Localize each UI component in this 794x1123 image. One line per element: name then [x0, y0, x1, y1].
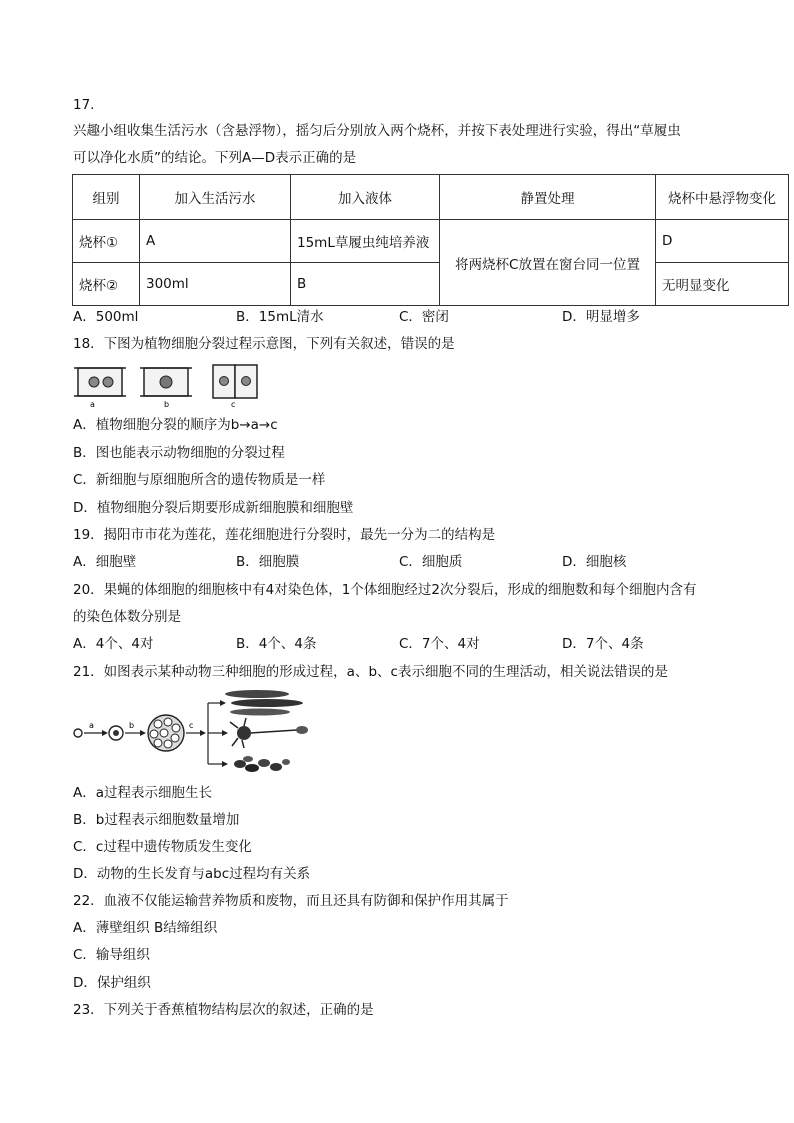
option-d[interactable]: D．细胞核 [562, 554, 627, 570]
q18-option-a[interactable]: A．植物细胞分裂的顺序为b→a→c [73, 417, 278, 433]
q17-stem-line1: 兴趣小组收集生活污水（含悬浮物），摇匀后分别放入两个烧杯，并按下表处理进行实验，得出“草履虫 [73, 123, 681, 139]
q21-option-b[interactable]: B．b过程表示细胞数量增加 [73, 812, 240, 828]
table-row [73, 220, 789, 263]
table-header: 加入生活污水 [140, 175, 291, 220]
q20-stem-line1: 20．果蝇的体细胞的细胞核中有4对染色体，1个体细胞经过2次分裂后，形成的细胞数和每个细胞内含有 [73, 582, 697, 598]
fig-label-b: b [129, 721, 135, 730]
cell-differentiation-figure [72, 686, 312, 778]
fig-label-b: b [164, 400, 170, 409]
option-b[interactable]: B．4个、4条 [236, 636, 317, 652]
option-a[interactable]: A．4个、4对 [73, 636, 154, 652]
table-header: 烧杯中悬浮物变化 [656, 175, 789, 220]
fig-label-c: c [231, 400, 236, 409]
table-cell: 将两烧杯C放置在窗台同一位置 [440, 220, 656, 306]
cell-b-diagram [140, 368, 192, 396]
q22-option-d[interactable]: D．保护组织 [73, 975, 151, 991]
table-header: 组别 [73, 175, 140, 220]
table-cell: 烧杯② [73, 263, 140, 306]
q21-option-c[interactable]: C．c过程中遗传物质发生变化 [73, 839, 252, 855]
option-d[interactable]: D．7个、4条 [562, 636, 644, 652]
cell-mass-icon [148, 715, 184, 751]
q18-option-d[interactable]: D．植物细胞分裂后期要形成新细胞膜和细胞壁 [73, 500, 354, 516]
option-c[interactable]: C．7个、4对 [399, 636, 480, 652]
q21-option-a[interactable]: A．a过程表示细胞生长 [73, 785, 213, 801]
table-cell: A [140, 220, 291, 263]
fig-label-c: c [189, 721, 194, 730]
table-cell: 15mL草履虫纯培养液 [291, 220, 440, 263]
option-b[interactable]: B．15mL清水 [236, 309, 324, 325]
table-cell: 烧杯① [73, 220, 140, 263]
blood-cells-icon [234, 756, 290, 772]
nerve-cell-icon [230, 718, 308, 748]
muscle-cells-icon [225, 690, 303, 716]
option-b[interactable]: B．细胞膜 [236, 554, 300, 570]
q18-option-b[interactable]: B．图也能表示动物细胞的分裂过程 [73, 445, 285, 461]
q17-table [72, 174, 789, 306]
q17-options [73, 307, 725, 327]
q21-stem: 21．如图表示某种动物三种细胞的形成过程，a、b、c表示细胞不同的生理活动，相关说法错误的是 [73, 664, 668, 680]
table-row [73, 263, 789, 306]
single-cell-icon [74, 729, 82, 737]
q17-number: 17. [73, 97, 95, 113]
option-a[interactable]: A．500ml [73, 309, 139, 325]
option-c[interactable]: C．密闭 [399, 309, 449, 325]
cell-division-figure [74, 362, 264, 410]
q22-option-ab[interactable]: A．薄壁组织 B结缔组织 [73, 920, 218, 936]
q21-option-d[interactable]: D．动物的生长发育与abc过程均有关系 [73, 866, 311, 882]
table-header-row [73, 175, 789, 220]
q22-option-c[interactable]: C．输导组织 [73, 947, 150, 963]
q19-options [73, 552, 725, 572]
table-cell: B [291, 263, 440, 306]
table-header: 加入液体 [291, 175, 440, 220]
q20-stem-line2: 的染色体数分别是 [73, 609, 181, 625]
table-header: 静置处理 [440, 175, 656, 220]
table-cell: 300ml [140, 263, 291, 306]
fig-label-a: a [90, 400, 95, 409]
q20-options [73, 634, 725, 654]
fig-label-a: a [89, 721, 94, 730]
cell-a-diagram [74, 368, 126, 396]
q18-option-c[interactable]: C．新细胞与原细胞所含的遗传物质是一样 [73, 472, 326, 488]
table-cell: D [656, 220, 789, 263]
q19-stem: 19．揭阳市市花为莲花，莲花细胞进行分裂时，最先一分为二的结构是 [73, 527, 496, 543]
q22-stem: 22．血液不仅能运输营养物质和废物，而且还具有防御和保护作用其属于 [73, 893, 509, 909]
q18-stem: 18．下图为植物细胞分裂过程示意图，下列有关叙述，错误的是 [73, 336, 455, 352]
table-cell: 无明显变化 [656, 263, 789, 306]
cell-c-diagram [213, 365, 257, 398]
option-c[interactable]: C．细胞质 [399, 554, 463, 570]
q17-stem-line2: 可以净化水质”的结论。下列A—D表示正确的是 [73, 150, 357, 166]
option-a[interactable]: A．细胞壁 [73, 554, 137, 570]
q23-stem: 23．下列关于香蕉植物结构层次的叙述，正确的是 [73, 1002, 374, 1018]
option-d[interactable]: D．明显增多 [562, 309, 640, 325]
